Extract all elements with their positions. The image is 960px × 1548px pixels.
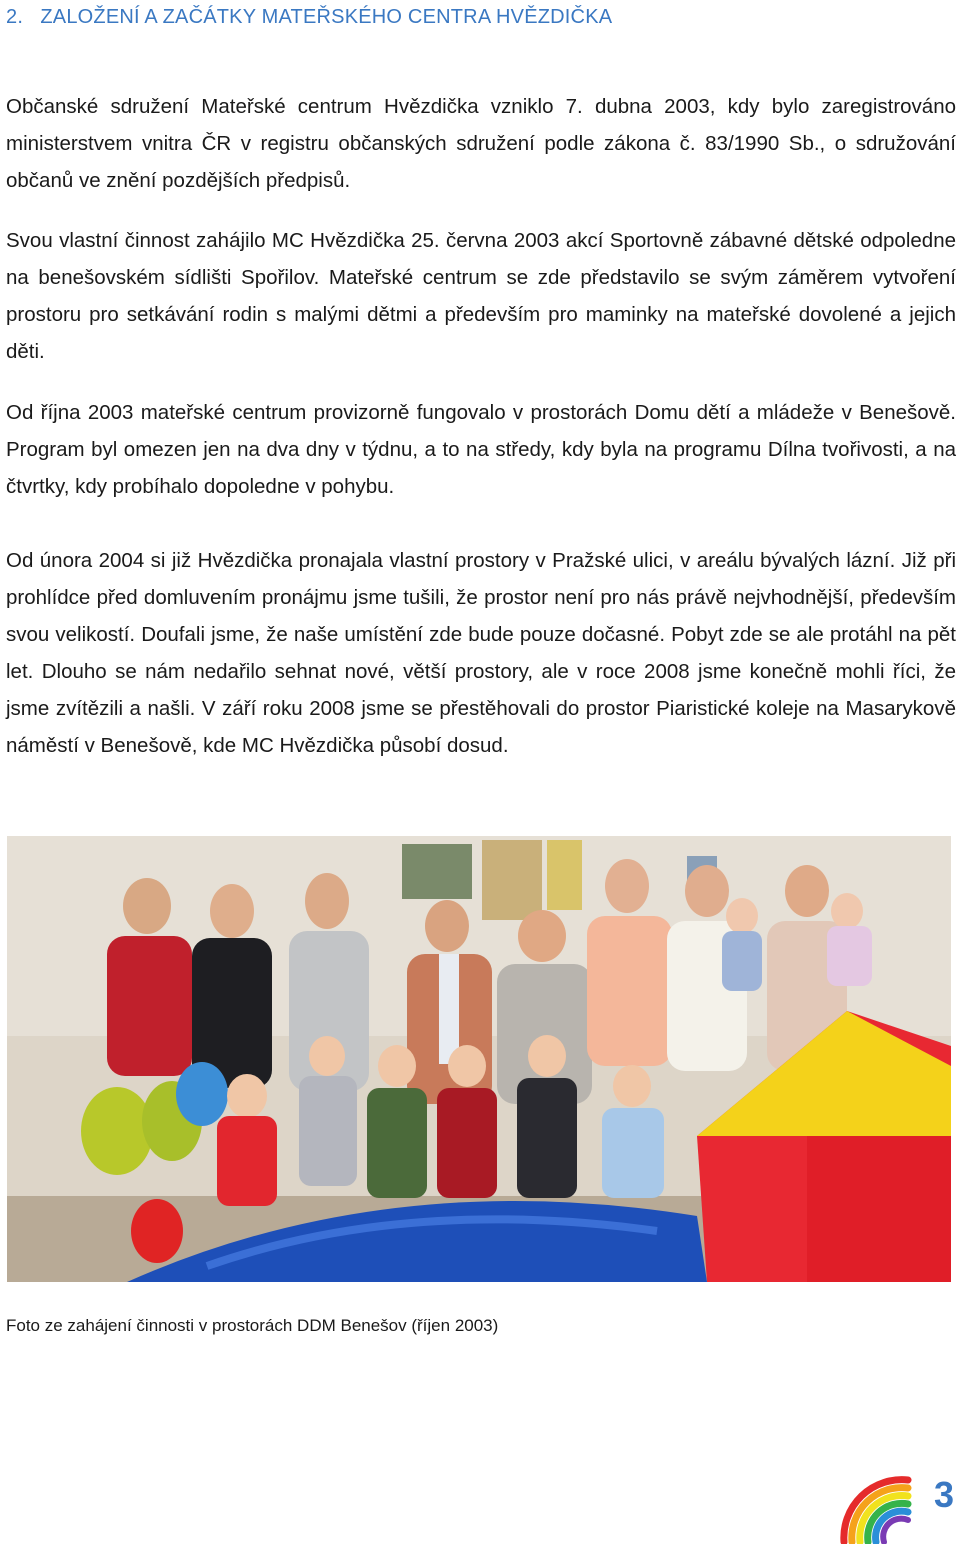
- group-photo: [7, 836, 951, 1282]
- section-number: 2.: [6, 6, 24, 28]
- paragraph-founding: Občanské sdružení Mateřské centrum Hvězdička vzniklo 7. dubna 2003, kdy bylo zaregistrováno ministerstvem vnitra ČR v registru občanských sdružení podle zákona č. 83/1990 Sb., o sdružování občanů ve znění pozdějších předpisů.: [6, 95, 956, 192]
- paragraph-new-premises: Od února 2004 si již Hvězdička pronajala vlastní prostory v Pražské ulici, v areálu bývalých lázní. Již při prohlídce před domluvením pronájmu jsme tušili, že prostor není pro nás právě nejvhodnější, především svou velikostí. Doufali jsme, že naše umístění zde bude pouze dočasné. Pobyt zde se ale protáhl na pět let. Dlouho se nám nedařilo sehnat nové, větší prostory, ale v roce 2008 jsme konečně mohli říci, že jsme zvítězili a našli. V září roku 2008 jsme se přestěhovali do prostor Piaristické koleje na Masarykově náměstí v Benešově, kde MC Hvězdička působí dosud.: [6, 549, 956, 757]
- rainbow-icon: [838, 1470, 912, 1544]
- section-heading: [6, 6, 612, 29]
- section-title: ZALOŽENÍ A ZAČÁTKY MATEŘSKÉHO CENTRA HVĚZDIČKA: [40, 6, 613, 28]
- photo-caption: Foto ze zahájení činnosti v prostorách DDM Benešov (říjen 2003): [6, 1316, 499, 1335]
- group-photo-illustration: [7, 836, 951, 1282]
- paragraph-first-activity: Svou vlastní činnost zahájilo MC Hvězdička 25. června 2003 akcí Sportovně zábavné dětské odpoledne na benešovském sídlišti Spořilov. Mateřské centrum se zde představilo se svým záměrem vytvoření prostoru pro setkávání rodin s malými dětmi a především pro maminky na mateřské dovolené a jejich děti.: [6, 229, 956, 363]
- page-number: 3: [933, 1474, 954, 1515]
- paragraph-ddm-period: Od října 2003 mateřské centrum provizorně fungovalo v prostorách Domu dětí a mládeže v Benešově. Program byl omezen jen na dva dny v týdnu, a to na středy, kdy byla na programu Dílna tvořivosti, a na čtvrtky, kdy probíhalo dopoledne v pohybu.: [6, 401, 956, 498]
